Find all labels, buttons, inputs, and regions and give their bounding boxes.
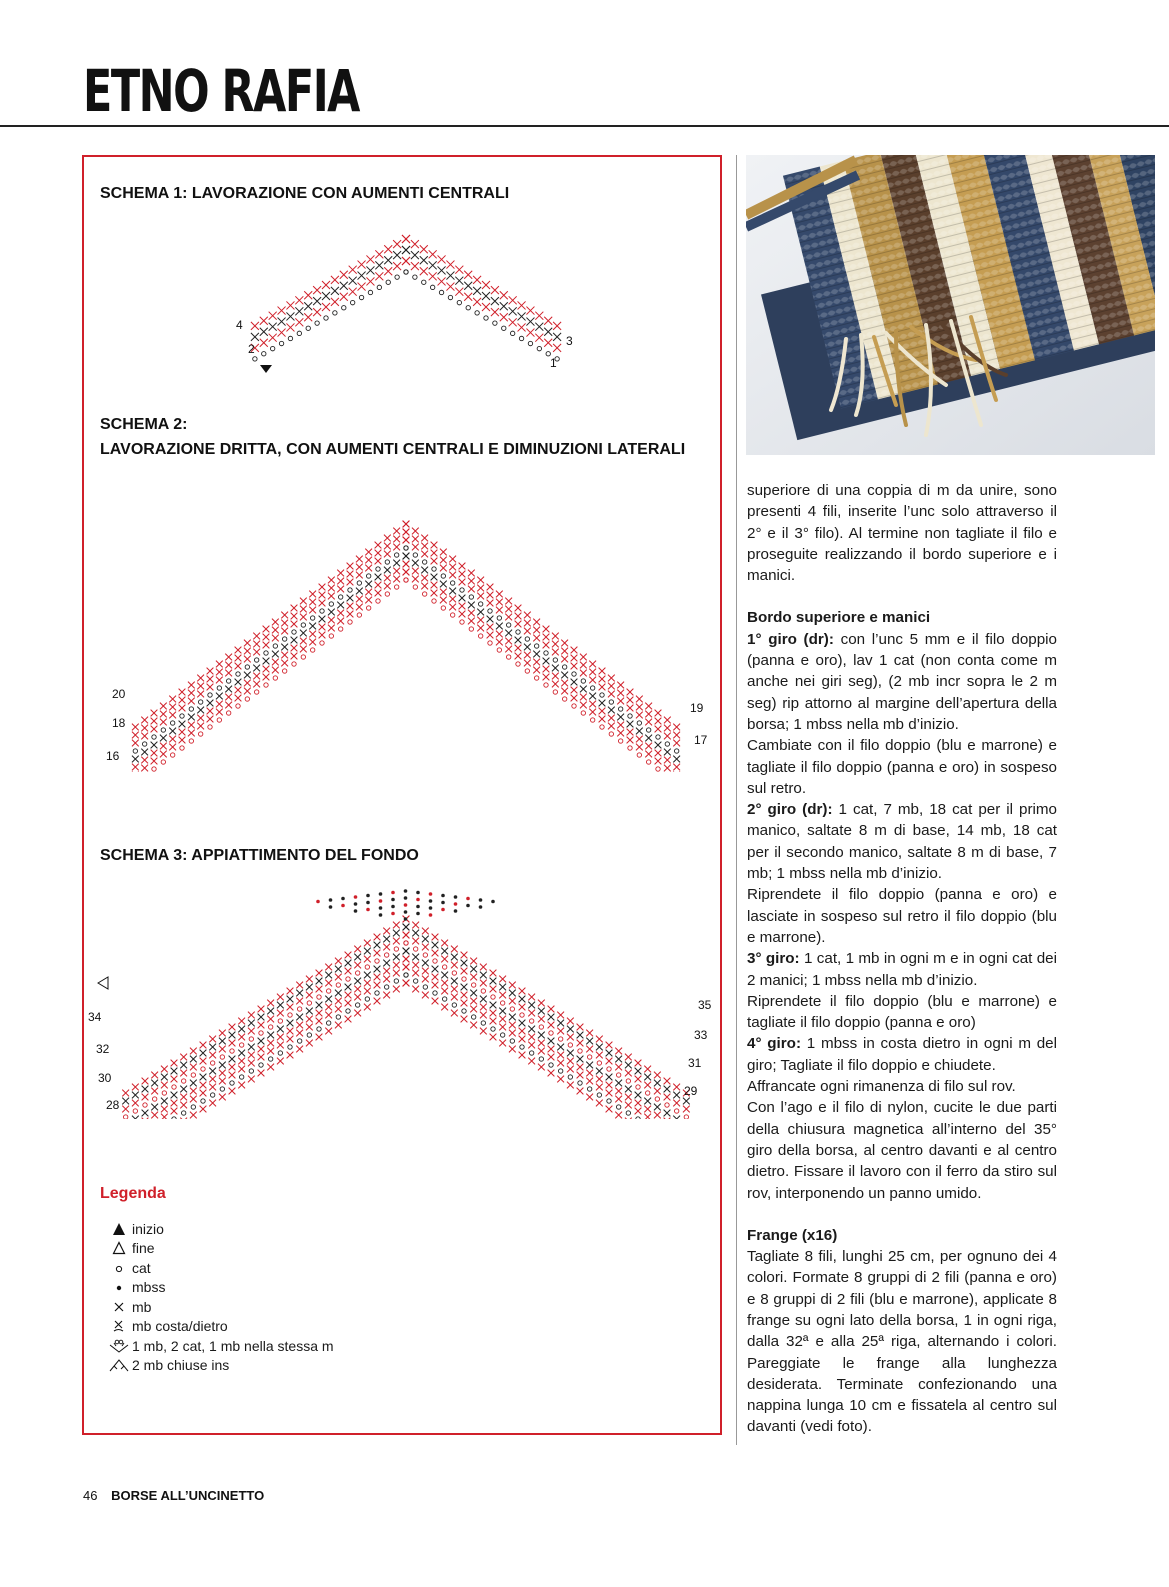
- svg-text:16: 16: [106, 749, 120, 763]
- page-footer: [83, 1488, 264, 1503]
- round-3-text: 1 cat, 1 mb in ogni m e in ogni cat dei 2 manici; 1 mbss nella mb d’inizio.: [747, 950, 1057, 989]
- section-heading-bordo: Bordo superiore e manici: [747, 609, 931, 627]
- column-divider: [736, 155, 737, 1445]
- schema1-title: SCHEMA 1: LAVORAZIONE CON AUMENTI CENTRALI: [100, 185, 510, 202]
- small-circle-icon: [106, 1261, 132, 1275]
- page-title: ETNO RAFIA: [83, 57, 359, 125]
- legend-list: [106, 1219, 334, 1375]
- round-1-label: 1° giro (dr):: [747, 630, 834, 648]
- bag-photo: [746, 155, 1155, 455]
- legend-item: [106, 1336, 334, 1356]
- page-number: 46: [83, 1488, 98, 1503]
- outline-triangle-icon: [106, 1241, 132, 1255]
- round-4-label: 4° giro:: [747, 1035, 802, 1053]
- svg-text:28: 28: [106, 1098, 120, 1112]
- schema2-subtitle: LAVORAZIONE DRITTA, CON AUMENTI CENTRALI E DIMINUZIONI LATERALI: [100, 441, 686, 458]
- legend-item: [106, 1258, 334, 1278]
- svg-text:32: 32: [96, 1042, 110, 1056]
- svg-text:30: 30: [98, 1071, 112, 1085]
- svg-text:20: 20: [112, 687, 126, 701]
- legend-label: mb: [132, 1298, 152, 1315]
- svg-text:35: 35: [698, 998, 712, 1012]
- filled-triangle-icon: [106, 1222, 132, 1236]
- change-yarn-paragraph: Riprendete il filo doppio (panna e oro) e lasciate in sospeso sul retro il filo doppio (blu e marrone).: [747, 886, 1057, 946]
- change-yarn-paragraph: Riprendete il filo doppio (blu e marrone) e tagliate il filo doppio (panna e oro): [747, 992, 1057, 1032]
- svg-text:4: 4: [236, 318, 243, 332]
- magazine-name: BORSE ALL’UNCINETTO: [111, 1488, 265, 1503]
- decrease-icon: [106, 1358, 132, 1372]
- round-3-label: 3° giro:: [747, 950, 800, 968]
- svg-text:17: 17: [694, 733, 708, 747]
- legend-item: [106, 1239, 334, 1259]
- legend-label: 2 mb chiuse ins: [132, 1357, 230, 1374]
- legend-label: fine: [132, 1240, 155, 1257]
- instructions-text: [747, 480, 1057, 1438]
- title-rule: [0, 125, 1169, 127]
- legend-label: 1 mb, 2 cat, 1 mb nella stessa m: [132, 1337, 334, 1354]
- round-3-paragraph: [747, 948, 1057, 991]
- legend-title: Legenda: [100, 1185, 166, 1202]
- svg-text:18: 18: [112, 716, 126, 730]
- schema2-title: SCHEMA 2:: [100, 416, 188, 433]
- legend-item: [106, 1317, 334, 1337]
- round-1-text: con l’unc 5 mm e il filo doppio (panna e oro), lav 1 cat (non conta come m anche nei giri seg), (2 mb incr sopra le 2 m seg) rip attorno al margine dell’apertura della borsa; 1 mbss nella mb d’inizio.: [747, 630, 1057, 733]
- svg-text:2: 2: [248, 342, 255, 356]
- schema2-diagram: [84, 512, 720, 772]
- change-yarn-paragraph: Cambiate con il filo doppio (blu e marrone) e tagliate il filo doppio (panna e oro) in sospeso sul retro.: [747, 737, 1057, 797]
- svg-text:31: 31: [688, 1056, 702, 1070]
- schema-panel: [82, 155, 722, 1435]
- legend-item: [106, 1297, 334, 1317]
- round-4-text: 1 mbss in costa dietro in ogni m del giro; Tagliate il filo doppio e chiudete.: [747, 1035, 1057, 1074]
- cross-icon: [106, 1300, 132, 1314]
- fringe-paragraph: Tagliate 8 fili, lunghi 25 cm, per ognuno dei 4 colori. Formate 8 gruppi di 2 fili (panna e oro) e 8 gruppi di 2 fili (blu e marrone), applicate 8 frange su ogni lato della borsa, 1 in ogni riga, dalla 32ª e alla 25ª riga, alternando i colori. Pareggiate le frange alla lunghezza desiderata. Terminate confezionando una nappina lunga 10 cm e fissatela al centro sul davanti (vedi foto).: [747, 1248, 1057, 1436]
- finish-paragraph: Affrancate ogni rimanenza di filo sul rov.: [747, 1078, 1016, 1096]
- schema3-title: SCHEMA 3: APPIATTIMENTO DEL FONDO: [100, 847, 419, 864]
- round-1-paragraph: [747, 629, 1057, 735]
- intro-paragraph: superiore di una coppia di m da unire, sono presenti 4 fili, inserite l’unc solo attraverso il 2° e il 3° filo). Al termine non tagliate il filo e proseguite realizzando il bordo superiore e i manici.: [747, 482, 1057, 585]
- schema1-diagram: [84, 217, 720, 387]
- legend-item: [106, 1278, 334, 1298]
- svg-text:3: 3: [566, 334, 573, 348]
- legend-label: mbss: [132, 1279, 166, 1296]
- svg-text:29: 29: [684, 1084, 698, 1098]
- round-4-paragraph: [747, 1033, 1057, 1076]
- round-2-label: 2° giro (dr):: [747, 801, 833, 819]
- legend-item: [106, 1356, 334, 1376]
- legend-item: [106, 1219, 334, 1239]
- increase-icon: [106, 1339, 132, 1353]
- svg-text:19: 19: [690, 701, 704, 715]
- legend-label: inizio: [132, 1220, 164, 1237]
- round-2-text: 1 cat, 7 mb, 18 cat per il primo manico, saltate 8 m di base, 14 mb, 18 cat per il secondo manico, saltate 8 m di base, 7 mb; 1 mbss nella mb d’inizio.: [747, 801, 1057, 883]
- legend-label: mb costa/dietro: [132, 1318, 228, 1335]
- schema3-diagram: [84, 879, 720, 1119]
- closure-paragraph: Con l’ago e il filo di nylon, cucite le due parti della chiusura magnetica all’interno del 35° giro della borsa, al centro davanti e al centro dietro. Fissare il lavoro con il ferro da stiro sul rov, interponendo un panno umido.: [747, 1099, 1057, 1202]
- legend-label: cat: [132, 1259, 151, 1276]
- svg-text:1: 1: [550, 356, 557, 370]
- underlined-cross-icon: [106, 1319, 132, 1333]
- round-2-paragraph: [747, 799, 1057, 884]
- svg-text:34: 34: [88, 1010, 102, 1024]
- dot-icon: [106, 1280, 132, 1294]
- section-heading-frange: Frange (x16): [747, 1226, 838, 1244]
- svg-text:33: 33: [694, 1028, 708, 1042]
